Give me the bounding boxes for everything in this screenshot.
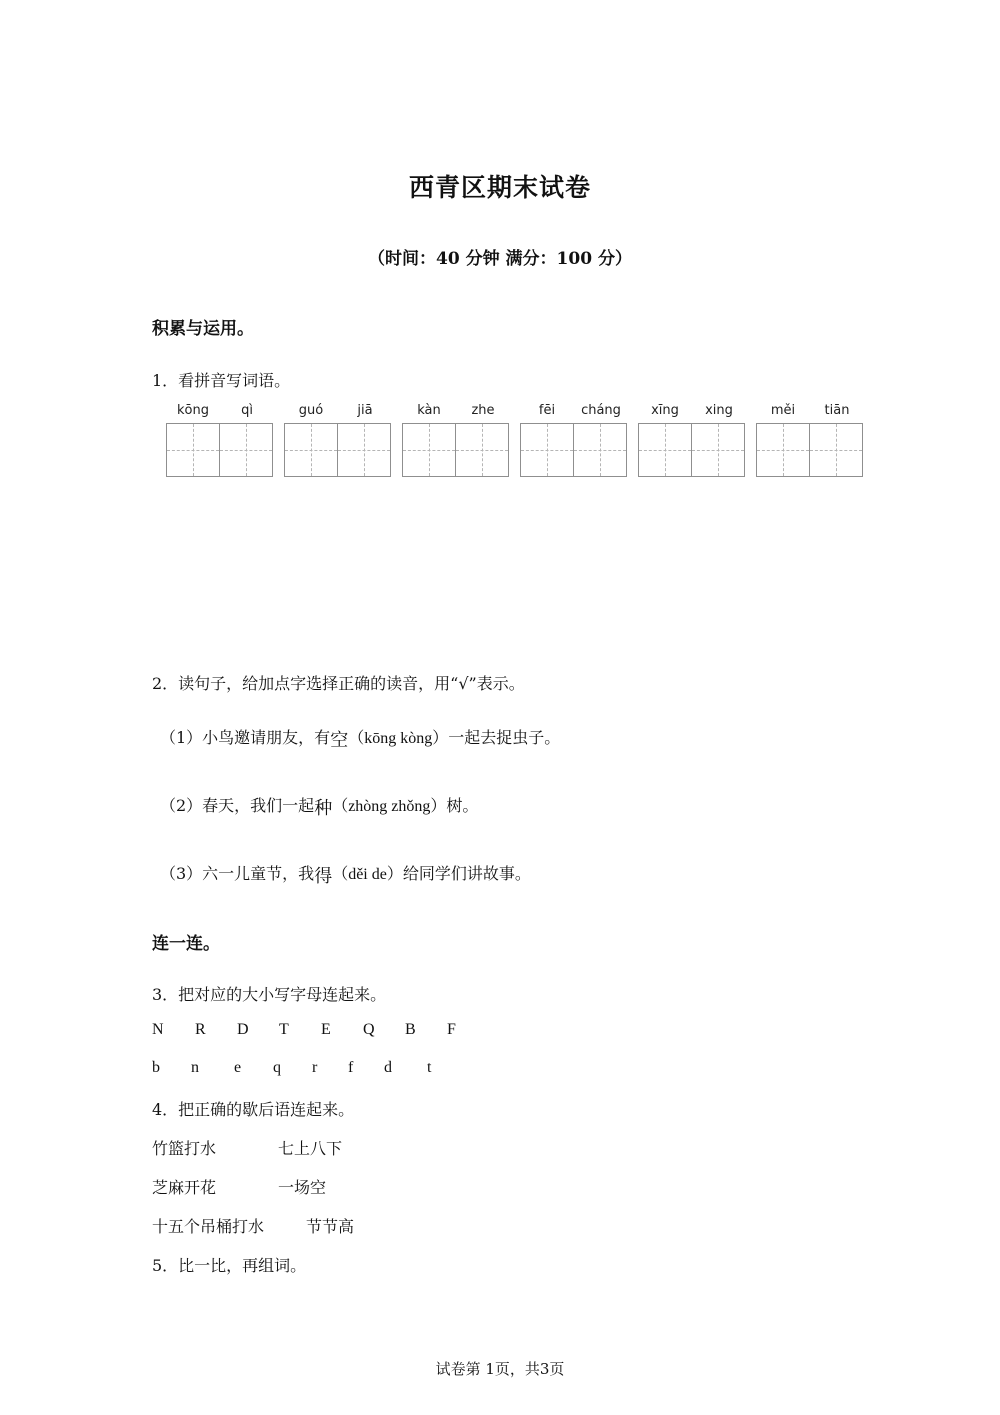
dotted-character: 得 [314,866,333,887]
uppercase-letter[interactable]: B [405,1021,416,1038]
lowercase-letter[interactable]: t [427,1059,432,1076]
uppercase-letter[interactable]: R [195,1021,206,1038]
sentence-text: 给同学们讲故事。 [402,864,531,883]
writing-cell[interactable] [809,423,863,477]
pinyin-label: tiān [824,403,850,418]
pinyin-label: guó [298,403,324,418]
lowercase-letter[interactable]: d [384,1059,392,1076]
lowercase-letter[interactable]: n [191,1059,199,1076]
sentence-2 [160,791,478,817]
sentence-text: （3）六一儿童节，我 [160,864,315,883]
idiom-left-3[interactable]: 十五个吊桶打水 [152,1217,265,1236]
uppercase-letter[interactable]: E [321,1021,331,1038]
pinyin-label: xing [705,403,733,418]
section-heading-matching: 连一连。 [152,934,220,954]
pinyin-label: xīng [651,403,679,418]
pronunciation-options[interactable]: （děi de） [332,866,403,883]
question-1-label: 1．看拼音写词语。 [152,371,291,390]
writing-cell[interactable] [219,423,273,477]
writing-cell[interactable] [455,423,509,477]
dotted-character: 空 [330,730,349,751]
sentence-3 [160,859,531,885]
pinyin-label: kōng [177,403,209,418]
exam-info: （时间：40 分钟 满分：100 分） [368,249,632,269]
writing-cell[interactable] [691,423,745,477]
uppercase-letter[interactable]: F [447,1021,456,1038]
pinyin-label: fēi [538,403,556,418]
idiom-right-3[interactable]: 节节高 [306,1217,355,1236]
question-3-label: 3．把对应的大小写字母连起来。 [152,985,387,1004]
lowercase-letter[interactable]: q [273,1059,281,1076]
sentence-1 [160,723,560,749]
pronunciation-options[interactable]: （zhòng zhǒng） [332,798,447,815]
section-heading-accumulation: 积累与运用。 [152,319,254,339]
writing-cell[interactable] [284,423,338,477]
sentence-text: （2）春天，我们一起 [160,796,315,815]
page-footer: 试卷第 1页，共3页 [435,1360,565,1378]
idiom-left-1[interactable]: 竹篮打水 [152,1139,217,1158]
writing-cell[interactable] [573,423,627,477]
writing-cell[interactable] [638,423,692,477]
idiom-right-2[interactable]: 一场空 [278,1178,327,1197]
uppercase-letter[interactable]: T [279,1021,289,1038]
writing-cell[interactable] [166,423,220,477]
pinyin-label: zhe [471,403,495,418]
uppercase-letter[interactable]: D [237,1021,249,1038]
pinyin-label: jiā [357,403,373,418]
writing-cell[interactable] [337,423,391,477]
question-2-label: 2．读句子，给加点字选择正确的读音，用“√”表示。 [152,674,525,693]
writing-cell[interactable] [402,423,456,477]
pinyin-label: měi [770,403,796,418]
page-title: 西青区期末试卷 [408,173,591,202]
pinyin-label: qì [241,403,253,418]
pronunciation-options[interactable]: （kōng kòng） [348,730,449,747]
writing-cell[interactable] [756,423,810,477]
question-4-label: 4．把正确的歇后语连起来。 [152,1100,355,1119]
idiom-left-2[interactable]: 芝麻开花 [152,1178,217,1197]
pinyin-label: kàn [417,403,441,418]
dotted-character: 种 [314,798,333,819]
lowercase-letter[interactable]: b [152,1059,160,1076]
sentence-text: （1）小鸟邀请朋友，有 [160,728,331,747]
question-5-label: 5．比一比，再组词。 [152,1256,307,1275]
lowercase-letter[interactable]: f [348,1059,354,1076]
writing-cell[interactable] [520,423,574,477]
sentence-text: 树。 [446,796,479,815]
uppercase-letter[interactable]: Q [363,1021,375,1038]
idiom-right-1[interactable]: 七上八下 [278,1139,343,1158]
uppercase-letter[interactable]: N [152,1021,164,1038]
lowercase-letter[interactable]: e [234,1059,242,1076]
sentence-text: 一起去捉虫子。 [448,728,561,747]
lowercase-letter[interactable]: r [312,1059,318,1076]
pinyin-label: cháng [581,403,621,418]
